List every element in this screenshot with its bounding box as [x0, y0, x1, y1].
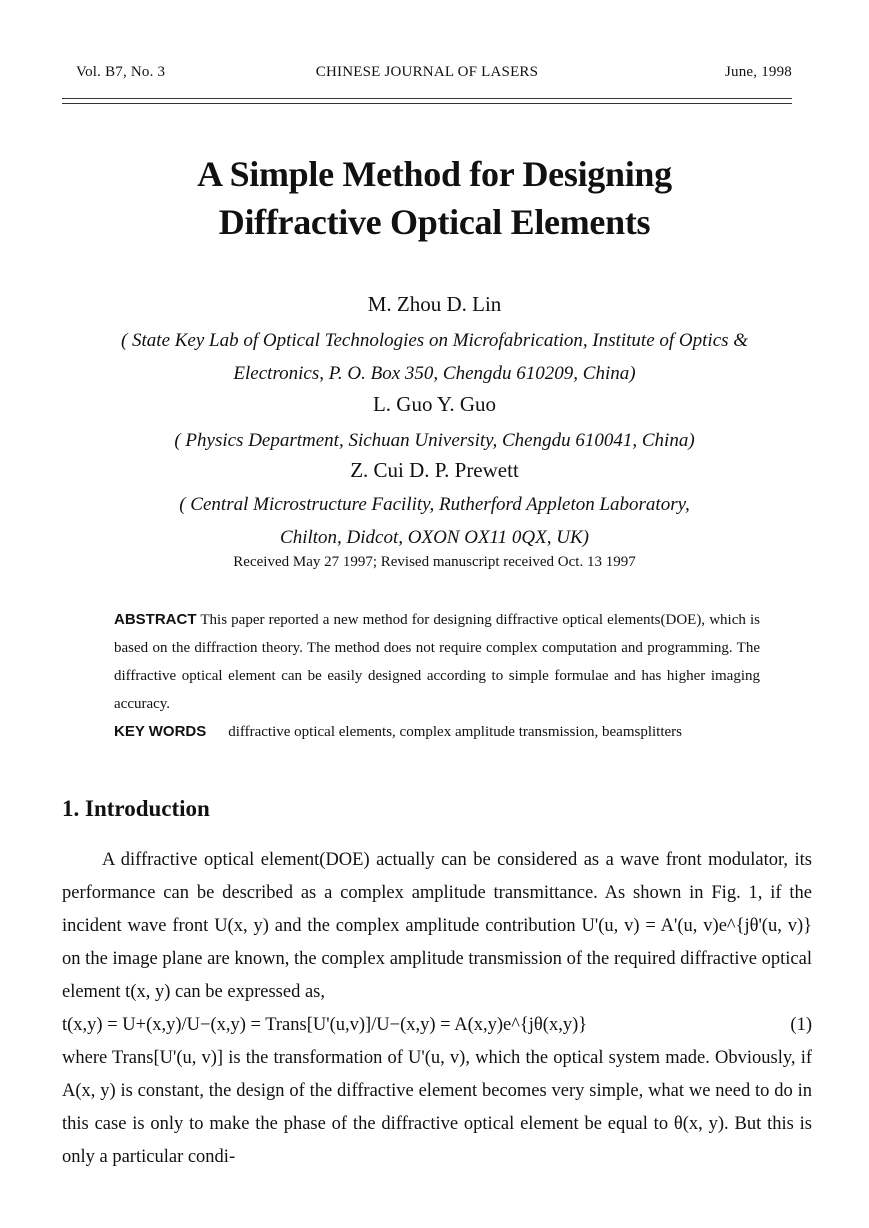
equation-1 — [62, 1009, 812, 1042]
author-group-1-names: M. Zhou D. Lin — [367, 292, 502, 316]
abstract — [114, 606, 760, 718]
author-group-2-names: L. Guo Y. Guo — [372, 392, 497, 416]
body-text — [62, 844, 812, 1174]
keywords-text: diffractive optical elements, complex amplitude transmission, beamsplitters — [228, 724, 683, 740]
author-group-3-affiliation — [0, 488, 869, 554]
equation-text: t(x,y) = U+(x,y)/U−(x,y) = Trans[U'(u,v)]/U−(x,y) = A(x,y)e^{jθ(x,y)} — [62, 1015, 588, 1035]
paragraph-1: A diffractive optical element(DOE) actually can be considered as a wave front modulator, its performance can be described as a complex amplitude transmittance. As shown in Fig. 1, if the incident wave front U(x, y) and the complex amplitude contribution U'(u, v) = A'(u, v)e^{jθ'(u, v)} on the image plane are known, the complex amplitude transmission of the required diffractive optical element t(x, y) can be expressed as, — [62, 850, 812, 1002]
received-dates: Received May 27 1997; Revised manuscript received Oct. 13 1997 — [233, 554, 636, 570]
author-group-1-affiliation — [0, 324, 869, 390]
running-header — [62, 64, 792, 88]
journal-name: CHINESE JOURNAL OF LASERS — [315, 64, 539, 80]
affiliation-line: ( Physics Department, Sichuan University, Chengdu 610041, China) — [174, 430, 695, 451]
affiliation-line: ( State Key Lab of Optical Technologies on Microfabrication, Institute of Optics & — [120, 330, 749, 351]
issue-date: June, 1998 — [725, 64, 792, 80]
title-line-2: Diffractive Optical Elements — [218, 202, 651, 242]
keywords — [114, 718, 760, 746]
abstract-label: ABSTRACT — [114, 611, 197, 628]
title-line-1: A Simple Method for Designing — [197, 154, 672, 194]
equation-number: (1) — [790, 1015, 812, 1035]
paragraph-2: where Trans[U'(u, v)] is the transformation of U'(u, v), which the optical system made. Obviously, if A(x, y) is constant, the design of the diffractive element becomes very simple, what we need to do in this case is only to make the phase of the diffractive optical element be equal to θ(x, y). But this is only a particular condi- — [62, 1048, 812, 1167]
abstract-text: This paper reported a new method for designing diffractive optical elements(DOE), which is based on the diffraction theory. The method does not require complex computation and programming. The diffractive optical element can be easily designed according to simple formulae and has higher imaging accuracy. — [114, 612, 760, 712]
header-rule-bottom — [62, 103, 792, 104]
section-heading: 1. Introduction — [62, 796, 210, 821]
affiliation-line: Chilton, Didcot, OXON OX11 0QX, UK) — [280, 527, 589, 548]
affiliation-line: Electronics, P. O. Box 350, Chengdu 610209, China) — [233, 363, 636, 384]
author-group-2-affiliation — [0, 424, 869, 457]
paper-title — [0, 150, 869, 246]
volume-info: Vol. B7, No. 3 — [76, 64, 166, 80]
header-rule-top — [62, 98, 792, 99]
affiliation-line: ( Central Microstructure Facility, Rutherford Appleton Laboratory, — [179, 494, 690, 515]
keywords-label: KEY WORDS — [114, 723, 207, 740]
author-group-3-names: Z. Cui D. P. Prewett — [350, 458, 519, 482]
